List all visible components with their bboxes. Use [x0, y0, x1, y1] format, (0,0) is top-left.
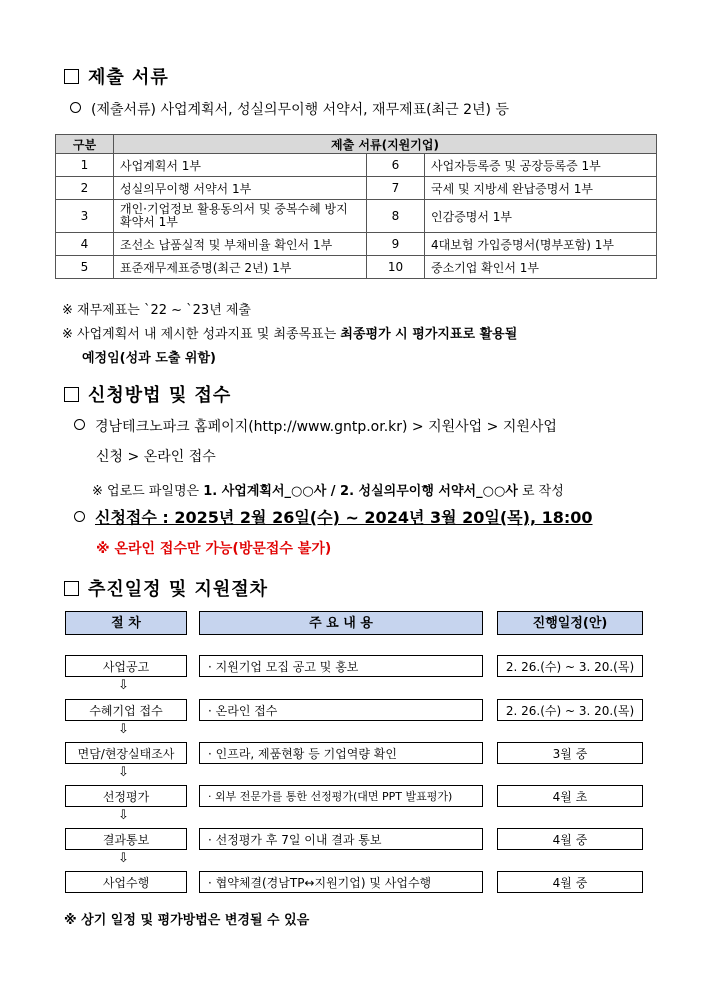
- table-row: [56, 177, 657, 200]
- cell-number: 1: [56, 154, 114, 177]
- note-evaluation: ※ 사업계획서 내 제시한 성과지표 및 최종목표는 최종평가 시 평가지표로 활용될: [62, 327, 518, 342]
- cell-document: 표준재무제표증명(최근 2년) 1부: [114, 256, 367, 279]
- step-date: 3월 중: [497, 742, 643, 764]
- cell-document: 국세 및 지방세 완납증명서 1부: [425, 177, 657, 200]
- cell-document: 사업계획서 1부: [114, 154, 367, 177]
- table-row: [56, 154, 657, 177]
- step-name: 사업공고: [65, 655, 187, 677]
- circle-bullet-icon: [74, 511, 85, 522]
- table-row: [56, 256, 657, 279]
- section-title-schedule: 추진일정 및 지원절차: [64, 575, 268, 601]
- step-date: 2. 26.(수) ~ 3. 20.(목): [497, 655, 643, 677]
- step-content: · 인프라, 제품현황 등 기업역량 확인: [199, 742, 483, 764]
- documents-table: [55, 134, 657, 279]
- note-evaluation-cont: 예정임(성과 도출 위함): [82, 351, 216, 366]
- down-arrow-icon: ⇩: [118, 808, 129, 823]
- header-date: 진행일정(안): [497, 611, 643, 635]
- schedule-footnote: ※ 상기 일정 및 평가방법은 변경될 수 있음: [64, 913, 310, 928]
- step-content: · 지원기업 모집 공고 및 홍보: [199, 655, 483, 677]
- application-bullet-cont: 신청 > 온라인 접수: [96, 449, 216, 465]
- checkbox-square-icon: [64, 69, 79, 84]
- down-arrow-icon: ⇩: [118, 678, 129, 693]
- step-name: 사업수행: [65, 871, 187, 893]
- table-row: [56, 233, 657, 256]
- deadline-line: 신청접수 : 2025년 2월 26일(수) ~ 2024년 3월 20일(목), 18:00: [74, 505, 593, 528]
- cell-number: 5: [56, 256, 114, 279]
- header-step: 절 차: [65, 611, 187, 635]
- cell-number: 7: [367, 177, 425, 200]
- cell-document: 중소기업 확인서 1부: [425, 256, 657, 279]
- cell-number: 6: [367, 154, 425, 177]
- step-name: 결과통보: [65, 828, 187, 850]
- section-title-application: 신청방법 및 접수: [64, 381, 231, 407]
- note-financial: ※ 재무제표는 `22 ~ `23년 제출: [62, 303, 251, 318]
- circle-bullet-icon: [70, 102, 81, 113]
- cell-document: 성실의무이행 서약서 1부: [114, 177, 367, 200]
- down-arrow-icon: ⇩: [118, 765, 129, 780]
- application-bullet: 경남테크노파크 홈페이지(http://www.gntp.or.kr) > 지원사업 > 지원사업: [74, 416, 557, 436]
- step-date: 4월 초: [497, 785, 643, 807]
- header-documents: 제출 서류(지원기업): [114, 135, 657, 154]
- cell-document: 인감증명서 1부: [425, 200, 657, 233]
- step-content: · 협약체결(경남TP↔지원기업) 및 사업수행: [199, 871, 483, 893]
- step-name: 선정평가: [65, 785, 187, 807]
- cell-number: 2: [56, 177, 114, 200]
- section-title-documents: 제출 서류: [64, 63, 169, 89]
- table-header-row: [56, 135, 657, 154]
- cell-number: 10: [367, 256, 425, 279]
- cell-number: 8: [367, 200, 425, 233]
- header-gubun: 구분: [56, 135, 114, 154]
- down-arrow-icon: ⇩: [118, 851, 129, 866]
- checkbox-square-icon: [64, 387, 79, 402]
- down-arrow-icon: ⇩: [118, 722, 129, 737]
- cell-document: 조선소 납품실적 및 부채비율 확인서 1부: [114, 233, 367, 256]
- step-name: 면담/현장실태조사: [65, 742, 187, 764]
- online-only-notice: ※ 온라인 접수만 가능(방문접수 불가): [96, 541, 332, 557]
- step-date: 4월 중: [497, 871, 643, 893]
- circle-bullet-icon: [74, 419, 85, 430]
- table-row: [56, 200, 657, 233]
- step-date: 2. 26.(수) ~ 3. 20.(목): [497, 699, 643, 721]
- cell-document: 개인·기업정보 활용동의서 및 중복수혜 방지 확약서 1부: [114, 200, 367, 233]
- cell-number: 4: [56, 233, 114, 256]
- cell-document: 사업자등록증 및 공장등록증 1부: [425, 154, 657, 177]
- cell-document: 4대보험 가입증명서(명부포함) 1부: [425, 233, 657, 256]
- cell-number: 3: [56, 200, 114, 233]
- step-content: · 선정평가 후 7일 이내 결과 통보: [199, 828, 483, 850]
- documents-bullet: (제출서류) 사업계획서, 성실의무이행 서약서, 재무제표(최근 2년) 등: [70, 99, 509, 119]
- step-content: · 온라인 접수: [199, 699, 483, 721]
- cell-number: 9: [367, 233, 425, 256]
- upload-filename-note: ※ 업로드 파일명은 1. 사업계획서_○○사 / 2. 성실의무이행 서약서_○○사 로 작성: [92, 484, 564, 499]
- header-content: 주 요 내 용: [199, 611, 483, 635]
- step-name: 수혜기업 접수: [65, 699, 187, 721]
- step-content: · 외부 전문가를 통한 선정평가(대면 PPT 발표평가): [199, 785, 483, 807]
- step-date: 4월 중: [497, 828, 643, 850]
- checkbox-square-icon: [64, 581, 79, 596]
